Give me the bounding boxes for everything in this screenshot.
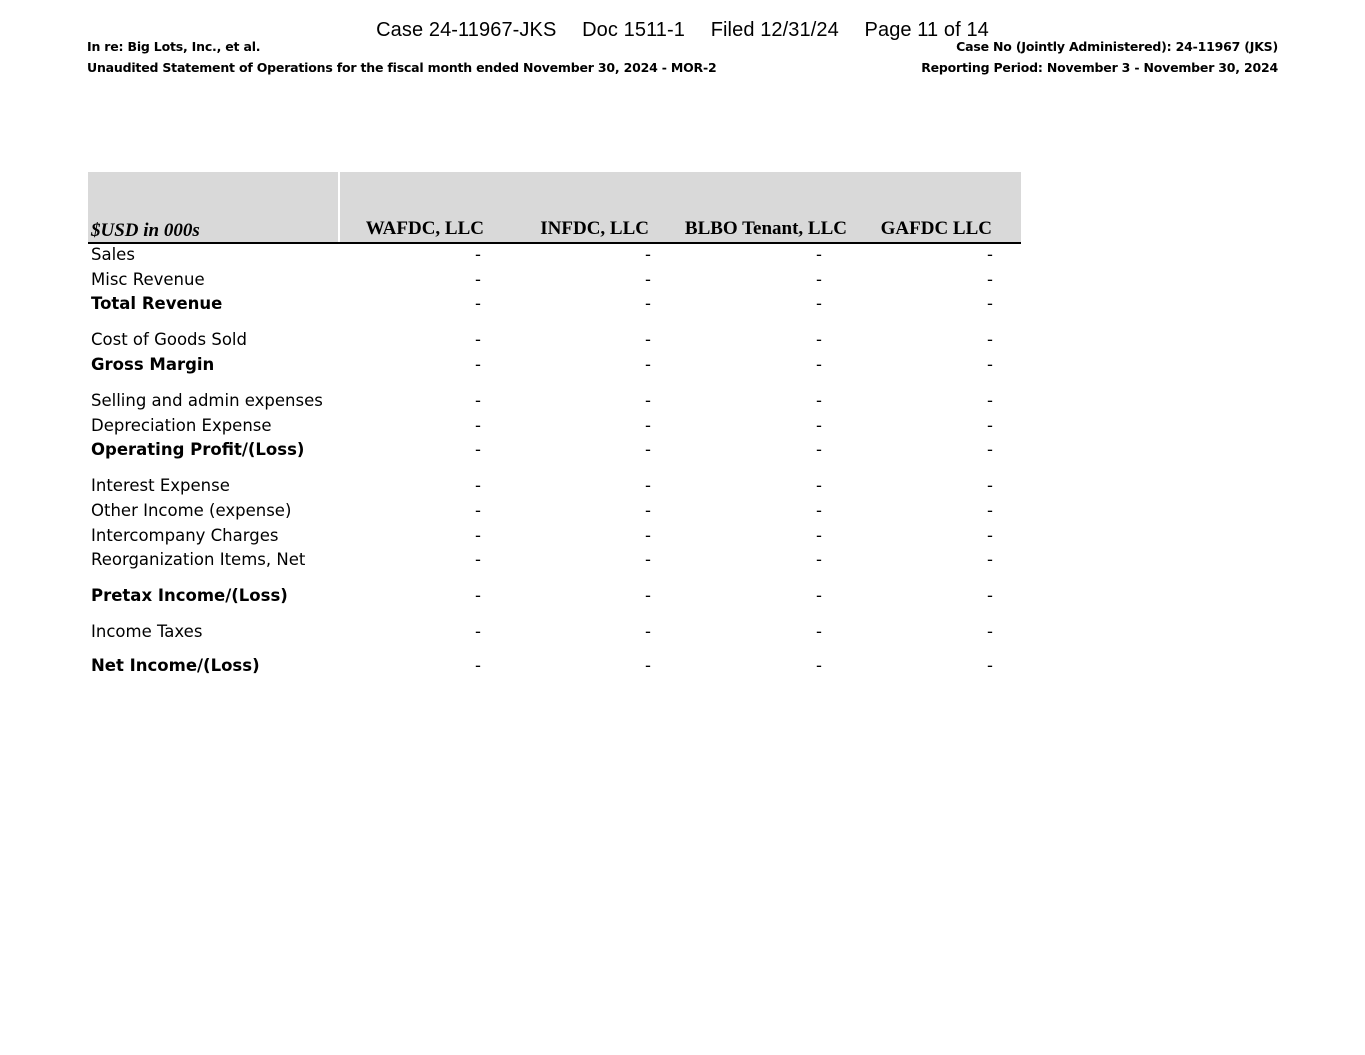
cell-value: - bbox=[816, 476, 822, 496]
cell-value: - bbox=[987, 501, 993, 521]
cell-value: - bbox=[816, 525, 822, 545]
cell-value: - bbox=[816, 355, 822, 375]
cell-value: - bbox=[645, 476, 651, 496]
cell-value: - bbox=[475, 355, 481, 375]
table-row-cogs bbox=[88, 329, 1021, 354]
filed-date: Filed 12/31/24 bbox=[710, 19, 839, 41]
row-label: Income Taxes bbox=[91, 622, 203, 642]
row-spacer bbox=[88, 646, 1021, 655]
cell-value: - bbox=[816, 245, 822, 264]
cell-value: - bbox=[645, 622, 651, 642]
column-header-wafdc: WAFDC, LLC bbox=[365, 218, 484, 239]
cell-value: - bbox=[645, 586, 651, 606]
cell-value: - bbox=[475, 245, 481, 264]
cell-value: - bbox=[987, 294, 993, 314]
cell-value: - bbox=[475, 415, 481, 435]
cell-value: - bbox=[645, 440, 651, 460]
row-label: Intercompany Charges bbox=[91, 525, 279, 545]
cell-value: - bbox=[645, 550, 651, 570]
cell-value: - bbox=[475, 525, 481, 545]
row-spacer bbox=[88, 610, 1021, 621]
row-label: Sales bbox=[91, 245, 135, 264]
cell-value: - bbox=[987, 656, 993, 676]
cell-value: - bbox=[645, 330, 651, 350]
row-label: Gross Margin bbox=[91, 355, 215, 375]
table-row-total-revenue bbox=[88, 293, 1021, 318]
cell-value: - bbox=[816, 586, 822, 606]
unit-label: $USD in 000s bbox=[91, 220, 200, 241]
cell-value: - bbox=[987, 391, 993, 411]
table-row-intercompany bbox=[88, 525, 1021, 550]
cell-value: - bbox=[816, 391, 822, 411]
cell-value: - bbox=[816, 294, 822, 314]
cell-value: - bbox=[816, 330, 822, 350]
cell-value: - bbox=[645, 656, 651, 676]
cell-value: - bbox=[475, 440, 481, 460]
cell-value: - bbox=[987, 245, 993, 264]
cell-value: - bbox=[987, 269, 993, 289]
row-label: Depreciation Expense bbox=[91, 415, 272, 435]
row-label: Pretax Income/(Loss) bbox=[91, 586, 288, 606]
column-header-blbo-tenant: BLBO Tenant, LLC bbox=[684, 218, 847, 239]
cell-value: - bbox=[475, 586, 481, 606]
cell-value: - bbox=[987, 622, 993, 642]
cell-value: - bbox=[816, 415, 822, 435]
doc-number: Doc 1511-1 bbox=[582, 19, 686, 41]
row-label: Total Revenue bbox=[91, 294, 223, 314]
cell-value: - bbox=[645, 415, 651, 435]
case-number: Case 24-11967-JKS bbox=[376, 19, 557, 41]
statement-title: Unaudited Statement of Operations for the fiscal month ended November 30, 2024 - MOR-2 bbox=[87, 60, 717, 75]
cell-value: - bbox=[816, 440, 822, 460]
cell-value: - bbox=[645, 245, 651, 264]
table-row-reorganization bbox=[88, 549, 1021, 574]
cell-value: - bbox=[475, 656, 481, 676]
table-row-sales bbox=[88, 244, 1021, 269]
row-label: Misc Revenue bbox=[91, 269, 205, 289]
cell-value: - bbox=[475, 269, 481, 289]
cell-value: - bbox=[475, 501, 481, 521]
row-label: Selling and admin expenses bbox=[91, 391, 323, 411]
cell-value: - bbox=[645, 269, 651, 289]
table-row-selling-admin bbox=[88, 390, 1021, 415]
cell-value: - bbox=[645, 355, 651, 375]
column-header-infdc: INFDC, LLC bbox=[540, 218, 649, 239]
table-row-misc-revenue bbox=[88, 269, 1021, 294]
cell-value: - bbox=[987, 586, 993, 606]
table-header bbox=[88, 172, 1021, 244]
cell-value: - bbox=[816, 550, 822, 570]
table-row-depreciation bbox=[88, 415, 1021, 440]
row-spacer bbox=[88, 379, 1021, 390]
debtor-caption: In re: Big Lots, Inc., et al. bbox=[87, 39, 261, 54]
cell-value: - bbox=[987, 355, 993, 375]
cell-value: - bbox=[816, 622, 822, 642]
cell-value: - bbox=[987, 330, 993, 350]
cell-value: - bbox=[645, 501, 651, 521]
cell-value: - bbox=[816, 656, 822, 676]
row-spacer bbox=[88, 318, 1021, 329]
cell-value: - bbox=[987, 415, 993, 435]
table-row-gross-margin bbox=[88, 354, 1021, 379]
table-row-pretax-income bbox=[88, 585, 1021, 610]
cell-value: - bbox=[475, 550, 481, 570]
cell-value: - bbox=[475, 391, 481, 411]
cell-value: - bbox=[475, 476, 481, 496]
row-label: Reorganization Items, Net bbox=[91, 550, 306, 570]
reporting-period: Reporting Period: November 3 - November 30, 2024 bbox=[921, 60, 1278, 75]
case-no-caption: Case No (Jointly Administered): 24-11967 (JKS) bbox=[956, 39, 1278, 54]
cell-value: - bbox=[987, 440, 993, 460]
cell-value: - bbox=[816, 501, 822, 521]
table-row-other-income bbox=[88, 500, 1021, 525]
table-row-operating-profit bbox=[88, 439, 1021, 464]
row-label: Other Income (expense) bbox=[91, 501, 292, 521]
cell-value: - bbox=[645, 294, 651, 314]
table-row-net-income bbox=[88, 655, 1021, 680]
page-indicator: Page 11 of 14 bbox=[864, 19, 989, 41]
statement-of-operations-table bbox=[88, 172, 1021, 680]
cell-value: - bbox=[987, 525, 993, 545]
cell-value: - bbox=[987, 550, 993, 570]
row-label: Net Income/(Loss) bbox=[91, 656, 260, 676]
row-label: Interest Expense bbox=[91, 476, 230, 496]
table-row-income-taxes bbox=[88, 621, 1021, 646]
cell-value: - bbox=[816, 269, 822, 289]
row-spacer bbox=[88, 464, 1021, 475]
cell-value: - bbox=[475, 294, 481, 314]
row-label: Cost of Goods Sold bbox=[91, 330, 247, 350]
header-divider bbox=[338, 172, 340, 242]
cell-value: - bbox=[645, 525, 651, 545]
cell-value: - bbox=[645, 391, 651, 411]
row-label: Operating Profit/(Loss) bbox=[91, 440, 305, 460]
row-spacer bbox=[88, 574, 1021, 585]
cell-value: - bbox=[475, 330, 481, 350]
cell-value: - bbox=[987, 476, 993, 496]
table-row-interest-expense bbox=[88, 475, 1021, 500]
cell-value: - bbox=[475, 622, 481, 642]
column-header-gafdc: GAFDC LLC bbox=[880, 218, 992, 239]
